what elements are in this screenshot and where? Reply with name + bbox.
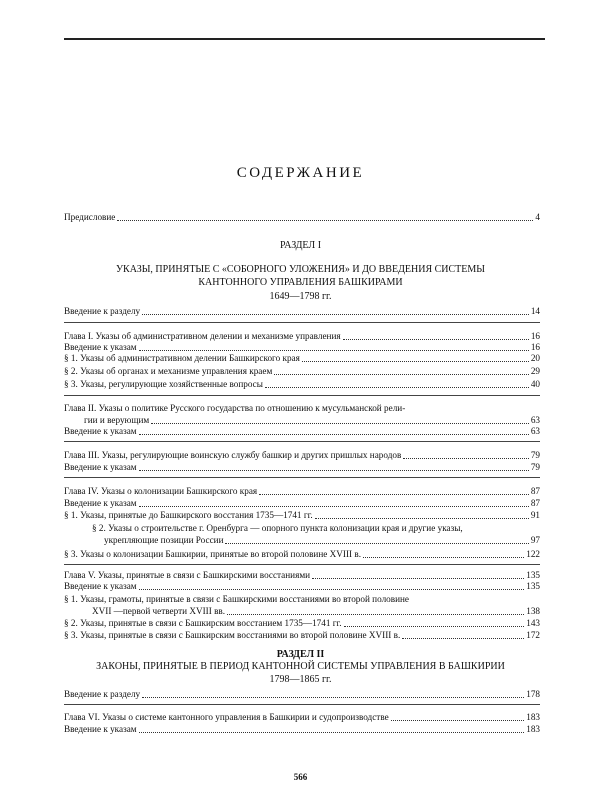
toc-entry-paragraph[interactable] [64,379,540,390]
toc-entry-text: Введение к указам [64,581,137,591]
toc-page-number: 143 [526,618,540,628]
toc-entry-text: гии и верующим [84,415,150,425]
section-label: РАЗДЕЛ II [276,649,325,660]
toc-entry-text: Введение к указам [64,342,137,352]
toc-page-number: 20 [530,353,540,363]
toc-page-number: 79 [530,450,540,460]
toc-entry-intro[interactable] [64,426,540,437]
toc-entry-text: Глава IV. Указы о колонизации Башкирского края [64,486,258,496]
leader-dots [344,626,525,627]
leader-dots [139,350,529,351]
section-years: 1649—1798 гг. [269,291,332,302]
toc-entry-paragraph[interactable] [64,618,540,629]
leader-dots [315,518,529,519]
toc-entry-paragraph[interactable] [64,630,540,641]
toc-page-number: 63 [530,415,540,425]
leader-dots [139,589,525,590]
leader-dots [343,339,529,340]
page-number: 566 [293,772,308,782]
toc-entry-chapter[interactable] [64,570,540,581]
leader-dots [151,423,529,424]
toc-page-number: 16 [530,342,540,352]
toc-entry-paragraph[interactable] [64,366,540,377]
toc-entry-paragraph-line[interactable]: § 2. Указы о строительстве г. Оренбурга — опорного пункта колонизации края и другие указы, [92,523,463,533]
toc-entry-paragraph-line[interactable]: § 1. Указы, грамоты, принятые в связи с Башкирскими восстаниями во второй половине [64,594,410,604]
leader-dots [225,543,528,544]
leader-dots [274,374,529,375]
separator [64,395,540,396]
toc-entry-text: § 2. Указы об органах и механизме управления краем [64,366,273,376]
toc-entry-section-intro[interactable] [64,306,540,317]
separator [64,441,540,442]
leader-dots [363,557,524,558]
toc-entry-intro[interactable] [64,581,540,592]
page-title: СОДЕРЖАНИЕ [236,165,365,181]
toc-entry-text: Введение к указам [64,426,137,436]
leader-dots [391,720,525,721]
section-heading: КАНТОННОГО УПРАВЛЕНИЯ БАШКИРАМИ [198,277,403,288]
toc-entry-text: Введение к разделу [64,689,141,699]
leader-dots [117,220,533,221]
leader-dots [142,314,529,315]
toc-page-number: 16 [530,331,540,341]
toc-entry-text: Предисловие [64,212,116,222]
toc-entry-text: § 3. Указы, регулирующие хозяйственные вопросы [64,379,263,389]
leader-dots [139,434,529,435]
toc-entry-intro[interactable] [64,724,540,735]
leader-dots [139,732,525,733]
toc-entry-text: укрепляющие позиции России [104,535,224,545]
toc-page-number: 122 [526,549,540,559]
leader-dots [227,614,524,615]
toc-page-number: 97 [530,535,540,545]
toc-entry-text: XVII —первой четверти XVIII вв. [92,606,226,616]
toc-page-number: 135 [526,570,540,580]
leader-dots [403,458,528,459]
separator [64,704,540,705]
toc-entry-intro[interactable] [64,462,540,473]
leader-dots [265,387,529,388]
toc-page-number: 138 [526,606,540,616]
toc-page-number: 63 [530,426,540,436]
toc-entry-text: Глава I. Указы об административном делении и механизме управления [64,331,341,341]
toc-entry-chapter[interactable] [64,331,540,342]
toc-entry-text: § 2. Указы, принятые в связи с Башкирским восстанием 1735—1741 гг. [64,618,342,628]
toc-entry-chapter[interactable] [64,712,540,723]
toc-entry-text: Введение к разделу [64,306,141,316]
section-years: 1798—1865 гг. [269,674,332,685]
toc-entry-paragraph[interactable] [64,549,540,560]
toc-entry-intro[interactable] [64,498,540,509]
toc-page-number: 91 [530,510,540,520]
toc-entry-preface[interactable] [64,212,540,223]
separator [64,564,540,565]
toc-entry-chapter[interactable] [64,486,540,497]
leader-dots [142,697,524,698]
leader-dots [139,506,529,507]
toc-entry-text: § 3. Указы, принятые в связи с Башкирским восстаниями во второй половине XVIII в. [64,630,401,640]
leader-dots [312,578,524,579]
leader-dots [402,638,524,639]
leader-dots [259,494,529,495]
toc-page-number: 87 [530,498,540,508]
toc-page-number: 178 [526,689,540,699]
toc-page-number: 87 [530,486,540,496]
toc-entry-text: § 1. Указы об административном делении Башкирского края [64,353,300,363]
toc-entry-chapter-line[interactable]: Глава II. Указы о политике Русского государства по отношению к мусульманской рели- [64,403,406,413]
toc-entry-text: Введение к указам [64,724,137,734]
toc-entry-paragraph[interactable] [64,353,540,364]
toc-entry-intro[interactable] [64,342,540,353]
toc-page-number: 40 [530,379,540,389]
section-label: РАЗДЕЛ I [279,240,322,251]
toc-page-number: 135 [526,581,540,591]
toc-entry-text: Введение к указам [64,498,137,508]
section-heading: УКАЗЫ, ПРИНЯТЫЕ С «СОБОРНОГО УЛОЖЕНИЯ» И ДО ВВЕДЕНИЯ СИСТЕМЫ [115,264,486,275]
separator [64,322,540,323]
toc-entry-text: § 3. Указы о колонизации Башкирии, принятые во второй половине XVIII в. [64,549,362,559]
toc-entry-text: Введение к указам [64,462,137,472]
toc-entry-chapter[interactable] [84,415,540,426]
toc-entry-paragraph[interactable] [104,535,540,546]
toc-entry-text: Глава III. Указы, регулирующие воинскую службу башкир и других пришлых народов [64,450,402,460]
toc-entry-text: § 1. Указы, принятые до Башкирского восстания 1735—1741 гг. [64,510,313,520]
toc-page-number: 183 [526,724,540,734]
toc-entry-paragraph[interactable] [92,606,540,617]
leader-dots [139,470,529,471]
toc-page-number: 172 [526,630,540,640]
top-rule [64,38,545,40]
separator [64,477,540,478]
toc-entry-chapter[interactable] [64,450,540,461]
toc-page-number: 4 [535,212,540,222]
toc-page-number: 79 [530,462,540,472]
toc-page-number: 29 [530,366,540,376]
toc-page-number: 183 [526,712,540,722]
leader-dots [302,361,529,362]
toc-entry-section-intro[interactable] [64,689,540,700]
toc-entry-text: Глава V. Указы, принятые в связи с Башкирскими восстаниями [64,570,311,580]
section-heading: ЗАКОНЫ, ПРИНЯТЫЕ В ПЕРИОД КАНТОННОЙ СИСТЕМЫ УПРАВЛЕНИЯ В БАШКИРИИ [96,661,505,672]
toc-entry-text: Глава VI. Указы о системе кантонного управления в Башкирии и судопроизводстве [64,712,389,722]
toc-entry-paragraph[interactable] [64,510,540,521]
toc-page-number: 14 [530,306,540,316]
